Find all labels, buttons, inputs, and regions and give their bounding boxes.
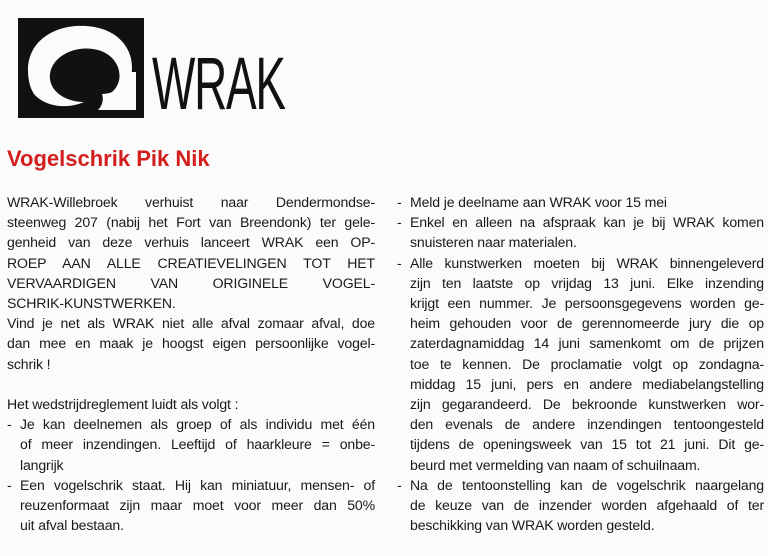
rule-line: Alle kunstwerken moeten bij WRAK binnengeleverd [410,254,764,271]
rule-line: krijgt een nummer. Je persoonsgegevens worden ge- [410,295,764,312]
rule-line: beurd met vermelding van naam of schuilnaam. [410,456,701,473]
rule-line: den evenals de andere inzendingen tentoongesteld [410,416,764,433]
rule-line: zaterdagnamiddag 14 juni samenkomt om de prijzen [410,335,764,352]
left-rules-list [7,414,375,535]
text-line: SCHRIK-KUNSTWERKEN. [7,295,176,312]
rule-line: Je kan deelnemen als groep of als individu met één [20,416,375,433]
call-paragraph [7,313,375,374]
dash-bullet: - [397,194,402,210]
dash-bullet: - [397,214,402,231]
rule-line: beschikking van WRAK worden gesteld. [410,517,655,534]
right-rules-list [397,192,764,535]
rule-item [7,414,375,475]
left-column [7,192,375,535]
text-line: dan mee en maak je hoogst eigen persoonlijke vogel- [7,335,375,352]
text-line: schrik ! [7,355,51,372]
dash-bullet: - [7,476,12,493]
rule-item [7,475,375,536]
dash-bullet: - [7,416,12,433]
rule-item [397,253,764,475]
rule-item [397,192,764,212]
text-line: genheid van deze verhuis lanceert WRAK een OP- [7,234,375,251]
rule-line: de keuze van de inzender worden afgehaald of ter [410,497,764,514]
rule-line: tijdens de openingsweek van 15 tot 21 juni. Dit ge- [410,436,764,453]
text-line: Vind je net als WRAK niet alle afval zomaar afval, doe [7,315,375,332]
text-line: ROEP AAN ALLE CREATIEVELINGEN TOT HET [7,254,375,271]
rule-line: zijn gegarandeerd. De bekroonde kunstwerken wor- [410,396,764,413]
right-column [397,192,764,535]
rule-item [397,212,764,252]
rule-line: of meer inzendingen. Leeftijd of haarkleure = onbe- [20,436,375,453]
text-line: VERVAARDIGEN VAN ORIGINELE VOGEL- [7,274,375,291]
rule-line: Meld je deelname aan WRAK voor 15 mei [410,194,667,210]
rule-item [397,475,764,536]
rule-line: snuisteren naar materialen. [410,234,577,251]
rule-line: Enkel en alleen na afspraak kan je bij WRAK komen [410,214,764,231]
text-line: WRAK-Willebroek verhuist naar Dendermondse- [7,194,375,210]
rule-line: Na de tentoonstelling kan de vogelschrik naargelang [410,476,764,493]
rule-line: uit afval bestaan. [20,517,124,534]
intro-paragraph [7,192,375,313]
rule-line: zijn ten laatste op vrijdag 13 juni. Elke inzending [410,274,764,291]
text-line: steenweg 207 (nabij het Fort van Breendonk) ter gele- [7,214,375,231]
logo-wordmark: WRAK [152,42,285,125]
rules-heading: Het wedstrijdreglement luidt als volgt : [7,396,239,413]
rule-line: middag 15 juni, pers en andere mediabelangstelling [410,375,764,392]
rule-line: reuzenformaat zijn maar moet voor meer dan 50% [20,497,375,514]
rule-line: toe te kennen. De proclamatie volgt op zondagna- [410,355,764,372]
dash-bullet: - [397,476,402,493]
article-title: Vogelschrik Pik Nik [7,146,210,171]
rule-line: Een vogelschrik staat. Hij kan miniatuur, mensen- of [20,476,375,493]
wrak-swirl-logo-icon [6,10,156,125]
dash-bullet: - [397,254,402,271]
rule-line: langrijk [20,456,64,473]
rule-line: heim gehouden voor de gerennomeerde jury die op [410,315,764,332]
